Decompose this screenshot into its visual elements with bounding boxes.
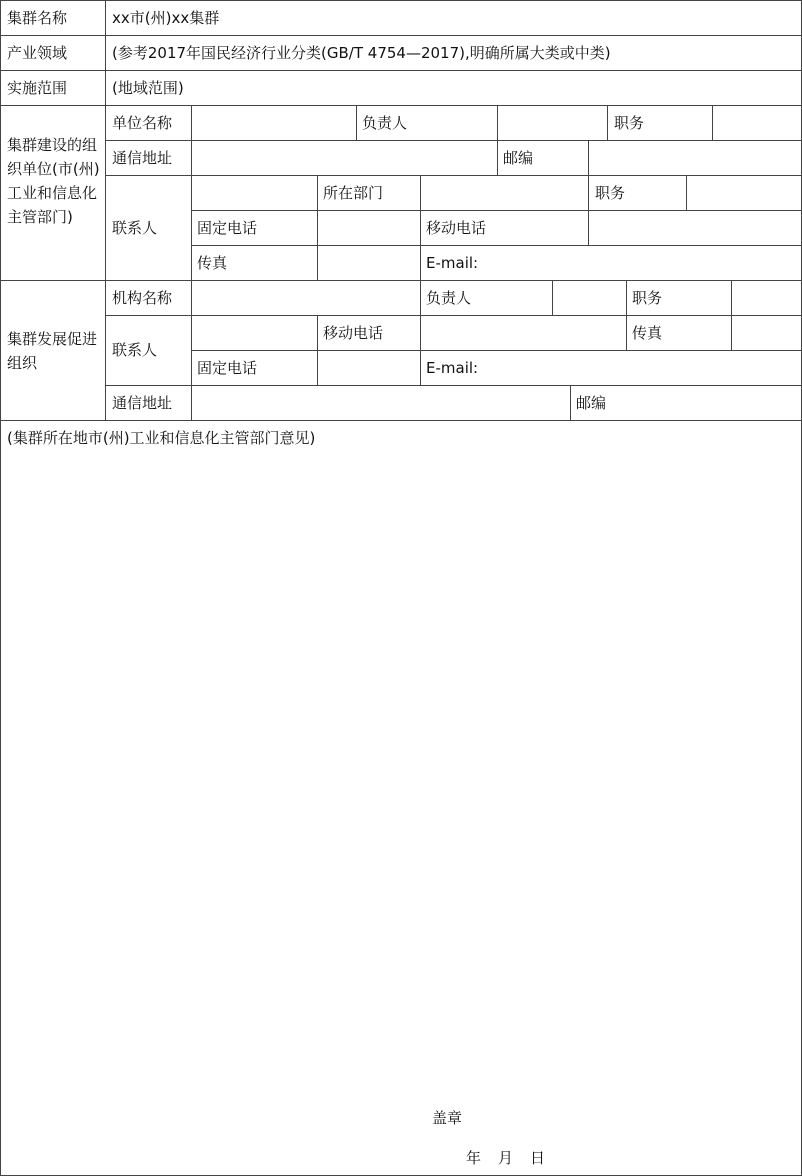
industry-value[interactable]: (参考2017年国民经济行业分类(GB/T 4754—2017),明确所属大类或中类) — [112, 44, 611, 62]
table-border-top — [0, 0, 802, 1]
table-rule — [105, 140, 802, 141]
org-unit-department-field[interactable] — [422, 177, 587, 209]
date-month-label: 月 — [498, 1149, 514, 1167]
promo-org-section-title: 集群发展促进组织 — [7, 330, 98, 372]
table-rule-v — [712, 105, 713, 140]
table-rule — [105, 175, 802, 176]
table-rule-v — [626, 280, 627, 315]
table-rule — [191, 210, 802, 211]
table-rule-v — [588, 140, 589, 175]
table-rule-v — [420, 210, 421, 245]
table-rule-v — [191, 105, 192, 420]
table-rule — [0, 280, 802, 281]
table-rule — [0, 105, 802, 106]
table-rule-v — [356, 105, 357, 140]
table-rule-v — [317, 245, 318, 280]
industry-label: 产业领域 — [7, 44, 68, 62]
date-day-label: 日 — [530, 1149, 546, 1167]
promo-org-leader-label: 负责人 — [426, 289, 472, 307]
org-unit-name-field[interactable] — [193, 107, 355, 139]
table-rule-v — [552, 280, 553, 315]
org-unit-contact-field[interactable] — [193, 177, 316, 209]
promo-org-address-field[interactable] — [193, 387, 569, 419]
table-rule-v — [626, 315, 627, 350]
org-unit-leader-label: 负责人 — [362, 114, 408, 132]
org-unit-address-label: 通信地址 — [112, 149, 173, 167]
org-unit-leader-field[interactable] — [499, 107, 606, 139]
org-unit-fax-field[interactable] — [319, 247, 419, 279]
org-unit-email-label: E-mail: — [426, 254, 479, 272]
promo-org-fax-label: 传真 — [632, 324, 663, 342]
scope-value[interactable]: (地域范围) — [112, 79, 184, 97]
table-rule-v — [420, 315, 421, 350]
scope-label: 实施范围 — [7, 79, 68, 97]
table-rule — [105, 385, 802, 386]
table-rule-v — [420, 175, 421, 210]
promo-org-contact-label: 联系人 — [112, 341, 158, 359]
org-unit-landline-field[interactable] — [319, 212, 419, 244]
table-rule-v — [731, 315, 732, 350]
promo-org-landline-field[interactable] — [319, 352, 419, 384]
table-rule — [0, 70, 802, 71]
table-rule — [191, 245, 802, 246]
promo-org-position-label: 职务 — [632, 289, 663, 307]
table-rule-v — [588, 175, 589, 210]
cluster-name-label: 集群名称 — [7, 9, 68, 27]
table-rule-v — [317, 315, 318, 350]
promo-org-address-label: 通信地址 — [112, 394, 173, 412]
promo-org-email-field[interactable] — [482, 352, 800, 384]
seal-label: 盖章 — [432, 1109, 463, 1127]
table-rule-v — [497, 140, 498, 175]
org-unit-position-field[interactable] — [714, 107, 800, 139]
promo-org-contact-field[interactable] — [193, 317, 316, 349]
org-unit-contact-label: 联系人 — [112, 219, 158, 237]
org-unit-mobile-label: 移动电话 — [426, 219, 487, 237]
table-rule-v — [686, 175, 687, 210]
org-unit-postcode-field[interactable] — [590, 142, 800, 174]
table-rule-v — [588, 210, 589, 245]
org-unit-department-label: 所在部门 — [323, 184, 384, 202]
table-rule-v — [570, 385, 571, 420]
org-unit-landline-label: 固定电话 — [197, 219, 258, 237]
table-rule — [0, 420, 802, 421]
promo-org-mobile-label: 移动电话 — [323, 324, 384, 342]
table-rule-v — [497, 105, 498, 140]
org-unit-mobile-field[interactable] — [590, 212, 800, 244]
org-unit-address-field[interactable] — [193, 142, 496, 174]
table-rule-v — [420, 350, 421, 385]
table-rule — [191, 350, 802, 351]
org-unit-email-field[interactable] — [482, 247, 800, 279]
table-rule-v — [420, 245, 421, 280]
org-unit-name-label: 单位名称 — [112, 114, 173, 132]
org-unit-section-title: 集群建设的组织单位(市(州)工业和信息化主管部门) — [7, 136, 100, 226]
promo-org-position-field[interactable] — [733, 282, 800, 314]
promo-org-postcode-field[interactable] — [624, 387, 800, 419]
cluster-name-value[interactable]: xx市(州)xx集群 — [112, 9, 220, 27]
promo-org-landline-label: 固定电话 — [197, 359, 258, 377]
table-rule-v — [731, 280, 732, 315]
table-rule-v — [317, 175, 318, 210]
promo-org-name-field[interactable] — [193, 282, 419, 314]
promo-org-name-label: 机构名称 — [112, 289, 173, 307]
opinion-textarea[interactable] — [2, 456, 802, 1100]
table-rule-v — [420, 280, 421, 315]
table-rule — [0, 35, 802, 36]
table-rule — [105, 315, 802, 316]
org-unit-contact-position-field[interactable] — [688, 177, 800, 209]
table-rule-v — [105, 0, 106, 420]
promo-org-mobile-field[interactable] — [422, 317, 625, 349]
table-rule-v — [317, 350, 318, 385]
table-border-left — [0, 0, 1, 1176]
opinion-label: (集群所在地市(州)工业和信息化主管部门意见) — [7, 429, 316, 447]
promo-org-fax-field[interactable] — [733, 317, 800, 349]
promo-org-leader-field[interactable] — [554, 282, 625, 314]
promo-org-email-label: E-mail: — [426, 359, 479, 377]
org-unit-contact-position-label: 职务 — [595, 184, 626, 202]
org-unit-position-label: 职务 — [614, 114, 645, 132]
date-year-label: 年 — [466, 1149, 482, 1167]
org-unit-postcode-label: 邮编 — [503, 149, 534, 167]
table-rule-v — [317, 210, 318, 245]
promo-org-postcode-label: 邮编 — [576, 394, 607, 412]
org-unit-fax-label: 传真 — [197, 254, 228, 272]
table-rule-v — [607, 105, 608, 140]
